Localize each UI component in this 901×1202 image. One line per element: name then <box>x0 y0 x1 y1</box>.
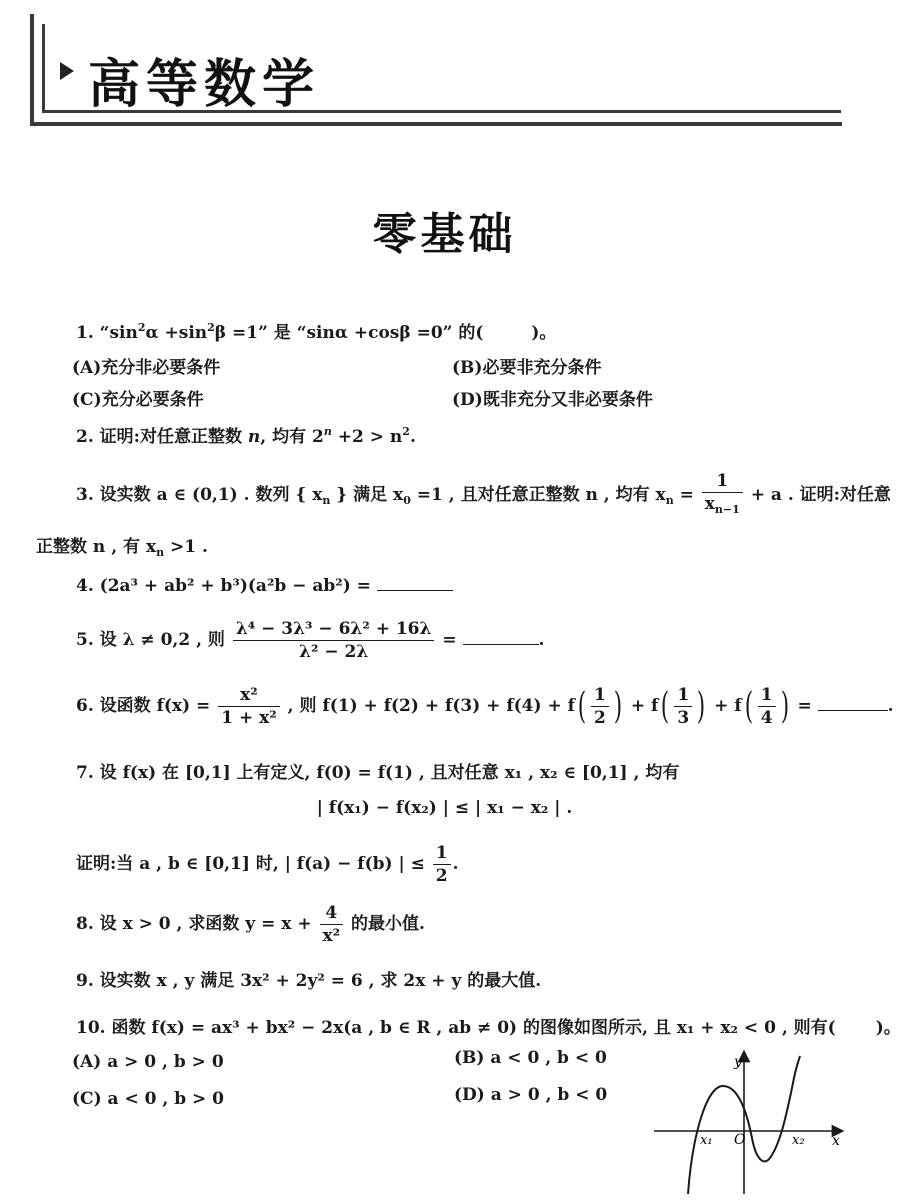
q9-text: 设实数 x , y 满足 3x² + 2y² = 6 , 求 2x + y 的最大值. <box>99 971 542 991</box>
q3-text-f: 正整数 n , 有 x <box>36 537 157 557</box>
q3-text-c: =1 , 且对任意正整数 n , 均有 x <box>410 485 666 505</box>
question-1: 1. “$\sin^2\alpha +\sin^2\beta =1$” 是 “sinα +cosβ =0” 的( )。 <box>76 321 557 343</box>
question-number: 7. <box>76 763 94 783</box>
q8-text-a: 设 x > 0 , 求函数 y = x + <box>99 914 312 934</box>
q1-stem-a: “sin <box>99 323 138 343</box>
q6-text-b: , 则 f(1) + f(2) + f(3) + f(4) + f <box>287 696 575 716</box>
q2-text-d: . <box>409 427 416 447</box>
question-3: 3. 设实数 a ∈ (0,1) . 数列 { $x_n$ } 满足 $x_0 =1$ , 且对任意正整数 n , 均有 $x_n$ = $\frac{1}{x_{n-1}}$ + a . 证明:对任意 <box>76 470 891 521</box>
q2-text-b: , 均有 2 <box>260 427 324 447</box>
q3-text-g: >1 . <box>164 537 208 557</box>
cubic-function-graph <box>648 1048 848 1198</box>
x2-label: x₂ <box>792 1133 805 1148</box>
question-2: 2. 证明:对任意正整数 n, 均有 $2^n +2 > n^2$. <box>76 425 416 447</box>
question-number: 2. <box>76 427 94 447</box>
q10-option-b: (B) a < 0 , b < 0 <box>454 1048 607 1068</box>
q7-text-a: 设 f(x) 在 [0,1] 上有定义, f(0) = f(1) , 且对任意 x₁ , x₂ ∈ [0,1] , 均有 <box>99 763 680 783</box>
origin-label: O <box>734 1132 746 1148</box>
question-number: 9. <box>76 971 94 991</box>
question-6: 6. 设函数 f(x) = $\frac{\text{x²}}{\text{1 + x²}}$ , 则 f(1) + f(2) + f(3) + f(4) + f( $\frac{1}{2}$ ) + f( $\frac{1}{3}$ ) + f( $\frac{1}{4}$ ) = . <box>76 685 894 728</box>
q1-option-b: (B)必要非充分条件 <box>452 358 602 378</box>
x-axis-label: x <box>832 1133 840 1149</box>
q10-option-c: (C) a < 0 , b > 0 <box>72 1089 225 1109</box>
q1-stem-c: β =1” 是 “sinα +cosβ =0” 的( <box>214 323 484 343</box>
q7-fraction: $\frac{1}{2}$ <box>433 842 451 887</box>
q5-text-b: = <box>442 630 457 650</box>
q5-fraction: $\frac{\text{λ⁴ − 3λ³ − 6λ² + 16λ}}{\text{λ² − 2λ}}$ <box>233 618 435 663</box>
q2-text-c: +2 > n <box>331 427 403 447</box>
question-5: 5. 设 λ ≠ 0,2 , 则 $\frac{\text{λ⁴ − 3λ³ − 6λ² + 16λ}}{\text{λ² − 2λ}}$ = . <box>76 619 545 662</box>
q5-text-a: 设 λ ≠ 0,2 , 则 <box>99 630 225 650</box>
q7-centered-formula: | f(x₁) − f(x₂) | ≤ | x₁ − x₂ | . <box>316 798 573 818</box>
q8-text-b: 的最小值. <box>351 914 425 934</box>
q1-option-a: (A)充分非必要条件 <box>72 358 221 378</box>
question-3-continued: 正整数 n , 有 $x_n >1$ . <box>36 537 208 559</box>
question-10: 10. 函数 f(x) = ax³ + bx² − 2x(a , b ∈ R , ab ≠ 0) 的图像如图所示, 且 x₁ + x₂ < 0 , 则有( )。 <box>76 1018 901 1038</box>
q6-text-a: 设函数 f(x) = <box>99 696 211 716</box>
question-number: 1. <box>76 323 94 343</box>
q6-fraction: $\frac{\text{x²}}{\text{1 + x²}}$ <box>218 684 280 729</box>
section-title: 零基础 <box>372 209 517 260</box>
question-9 <box>76 966 541 991</box>
q4-text: (2a³ + ab² + b³)(a²b − ab²) = <box>99 576 371 596</box>
q7-text-b: 证明:当 a , b ∈ [0,1] 时, | f(a) − f(b) | ≤ <box>76 854 425 874</box>
q3-text-e: + a . 证明:对任意 <box>750 485 891 505</box>
q3-text-a: 设实数 a ∈ (0,1) . 数列 { x <box>99 485 323 505</box>
answer-blank[interactable] <box>818 710 888 711</box>
question-7-proof: 证明:当 a , b ∈ [0,1] 时, | f(a) − f(b) | ≤ $\frac{1}{2}$ . <box>76 843 459 886</box>
question-8 <box>76 902 425 947</box>
question-4 <box>76 576 453 596</box>
question-number: 6. <box>76 696 94 716</box>
y-axis-label: y <box>734 1054 742 1070</box>
q8-fraction: $\frac{4}{\text{x²}}$ <box>320 902 344 947</box>
q1-stem-b: α +sin <box>145 323 208 343</box>
q1-option-c: (C)充分必要条件 <box>72 390 204 410</box>
q10-option-a: (A) a > 0 , b > 0 <box>72 1052 224 1072</box>
question-number: 10. <box>76 1018 106 1038</box>
q2-text-a: 证明:对任意正整数 <box>99 427 242 447</box>
q1-option-d: (D)既非充分又非必要条件 <box>452 390 653 410</box>
question-number: 8. <box>76 914 94 934</box>
question-7 <box>76 758 679 783</box>
answer-blank[interactable] <box>377 590 453 591</box>
page-title: 高等数学 <box>88 54 321 115</box>
q3-text-d: = <box>673 485 694 505</box>
question-number: 5. <box>76 630 94 650</box>
triangle-bullet-icon <box>60 62 74 80</box>
q3-text-b: } 满足 x <box>330 485 404 505</box>
x1-label: x₁ <box>700 1133 713 1148</box>
answer-blank[interactable] <box>463 644 539 645</box>
q10-option-d: (D) a > 0 , b < 0 <box>454 1085 608 1105</box>
question-number: 3. <box>76 485 94 505</box>
q1-stem-d: )。 <box>531 323 557 343</box>
q10-text: 函数 f(x) = ax³ + bx² − 2x(a , b ∈ R , ab ≠ 0) 的图像如图所示, 且 x₁ + x₂ < 0 , 则有( <box>111 1018 836 1038</box>
question-number: 4. <box>76 576 94 596</box>
q3-fraction: $\frac{1}{x_{n-1}}$ <box>702 470 743 521</box>
